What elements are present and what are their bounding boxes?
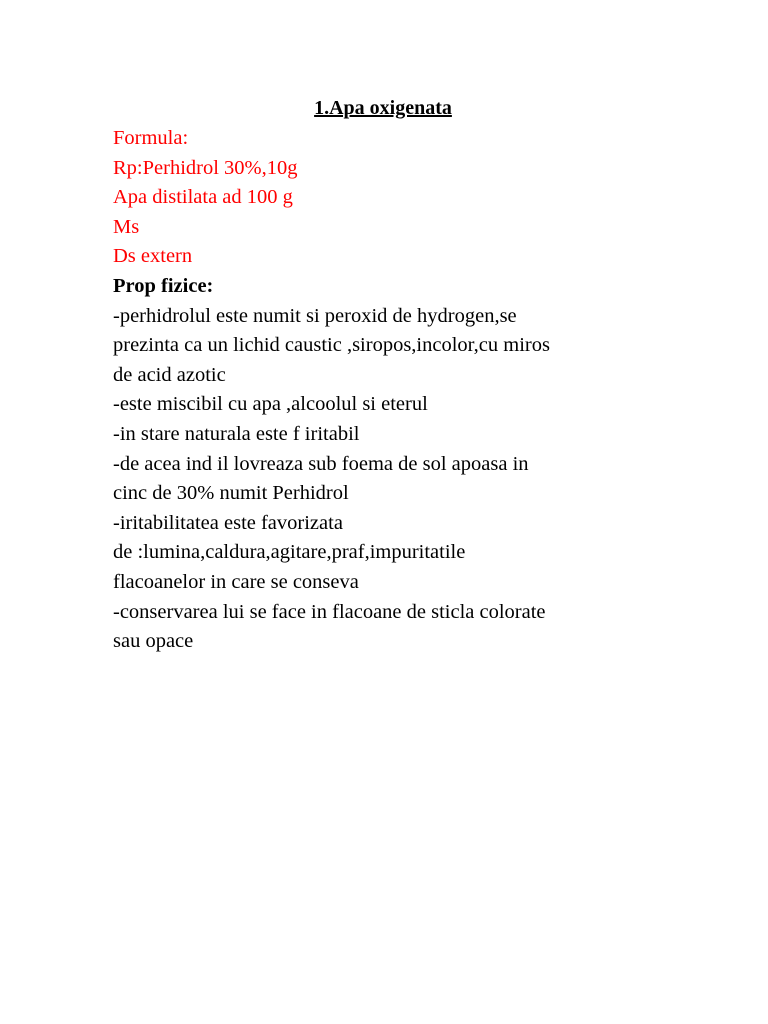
paragraph-line: flacoanelor in care se conseva <box>113 571 359 593</box>
paragraph-line: -iritabilitatea este favorizata <box>113 512 343 534</box>
formula-line: Apa distilata ad 100 g <box>113 186 293 208</box>
section-heading-prop-fizice: Prop fizice: <box>113 275 214 297</box>
paragraph-line: prezinta ca un lichid caustic ,siropos,incolor,cu miros <box>113 334 550 356</box>
paragraph-line: -conservarea lui se face in flacoane de sticla colorate <box>113 601 546 623</box>
paragraph-line: -in stare naturala este f iritabil <box>113 423 360 445</box>
paragraph-line: -este miscibil cu apa ,alcoolul si eterul <box>113 393 428 415</box>
paragraph-line: sau opace <box>113 630 194 652</box>
document-title: 1.Apa oxigenata <box>314 97 452 119</box>
formula-label: Formula: <box>113 127 189 149</box>
paragraph-line: de acid azotic <box>113 364 226 386</box>
paragraph-line: -de acea ind il lovreaza sub foema de sol apoasa in <box>113 453 529 475</box>
formula-line: Rp:Perhidrol 30%,10g <box>113 157 298 179</box>
paragraph-line: de :lumina,caldura,agitare,praf,impuritatile <box>113 541 466 563</box>
paragraph-line: cinc de 30% numit Perhidrol <box>113 482 349 504</box>
paragraph-line: -perhidrolul este numit si peroxid de hydrogen,se <box>113 305 517 327</box>
formula-line: Ds extern <box>113 245 193 267</box>
formula-line: Ms <box>113 216 140 238</box>
